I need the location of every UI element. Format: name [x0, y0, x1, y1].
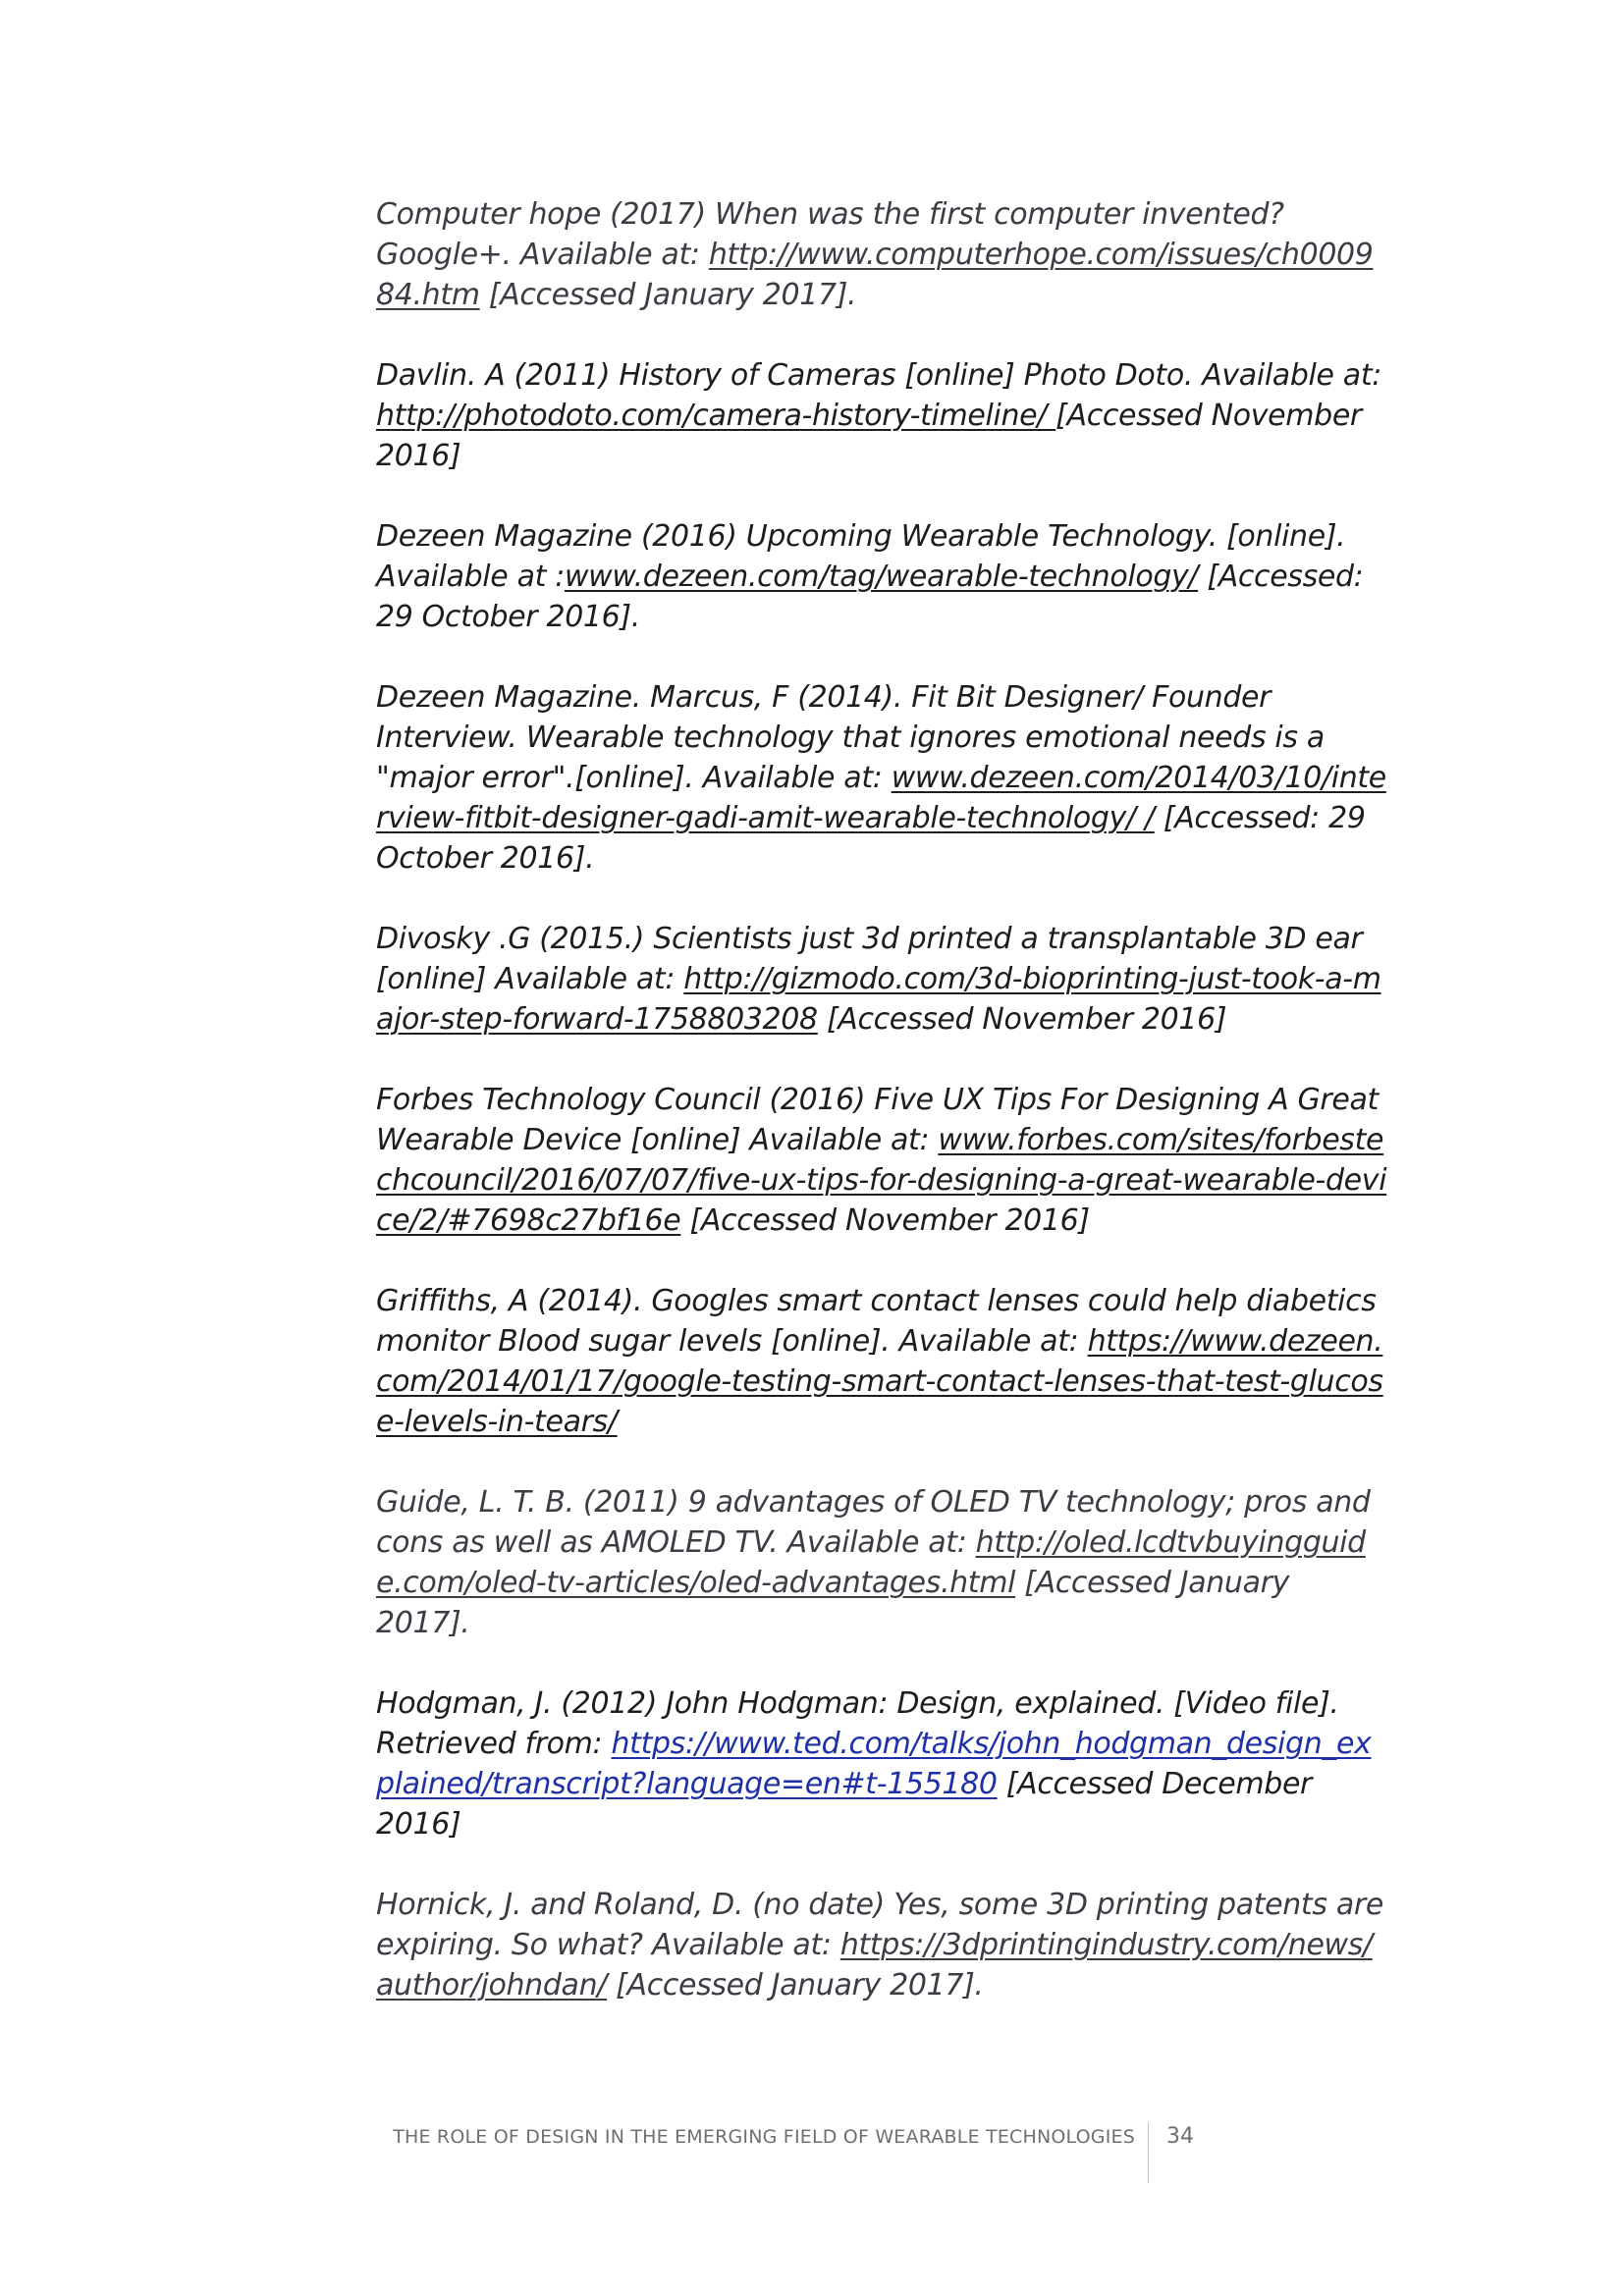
reference-text: Dezeen Magazine (2016) Upcoming Wearable Technology. [online]. Available at :: [376, 519, 1346, 594]
reference-accessed: [Accessed January 2017].: [479, 278, 857, 312]
footer-divider: [1148, 2122, 1149, 2183]
reference-link[interactable]: http://oled.lcdtvbuyingguide.com/oled-tv-articles/oled-advantages.html: [376, 1525, 1366, 1600]
page-footer: [0, 2122, 1623, 2181]
reference-accessed: [Accessed January 2017].: [607, 1968, 984, 2002]
reference-entry: [376, 677, 1387, 879]
reference-link[interactable]: www.dezeen.com/2014/03/10/interview-fitbit-designer-gadi-amit-wearable-technology/ /: [376, 761, 1386, 835]
reference-accessed: [Accessed November 2016]: [376, 399, 1362, 473]
reference-link[interactable]: http://photodoto.com/camera-history-timeline/: [376, 399, 1056, 433]
reference-text: Hodgman, J. (2012) John Hodgman: Design, explained. [Video file]. Retrieved from:: [376, 1686, 1339, 1761]
reference-text: Divosky .G (2015.) Scientists just 3d printed a transplantable 3D ear [online] Available at:: [376, 922, 1363, 996]
page-number: 34: [1166, 2124, 1194, 2149]
reference-entry: [376, 1683, 1387, 1844]
reference-accessed: [Accessed November 2016]: [680, 1203, 1090, 1238]
reference-entry: [376, 919, 1387, 1040]
reference-text: Griffiths, A (2014). Googles smart contact lenses could help diabetics monitor Blood sugar levels [online]. Available at:: [376, 1284, 1377, 1359]
reference-text: Guide, L. T. B. (2011) 9 advantages of OLED TV technology; pros and cons as well as AMOLED TV. Available at:: [376, 1485, 1371, 1560]
reference-text: Dezeen Magazine. Marcus, F (2014). Fit Bit Designer/ Founder Interview. Wearable technology that ignores emotional needs is a "major error".[online]. Available at:: [376, 680, 1325, 795]
reference-text: Davlin. A (2011) History of Cameras [online] Photo Doto. Available at:: [376, 358, 1382, 393]
footer-title: THE ROLE OF DESIGN IN THE EMERGING FIELD OF WEARABLE TECHNOLOGIES: [393, 2126, 1135, 2148]
reference-link[interactable]: https://www.dezeen.com/2014/01/17/google-testing-smart-contact-lenses-that-test-glucose-levels-in-tears/: [376, 1324, 1383, 1439]
reference-accessed: [Accessed: 29 October 2016].: [376, 560, 1364, 634]
reference-entry: [376, 1482, 1387, 1643]
reference-link[interactable]: http://www.computerhope.com/issues/ch000984.htm: [376, 238, 1374, 312]
reference-text: Hornick, J. and Roland, D. (no date) Yes, some 3D printing patents are expiring. So what? Available at:: [376, 1888, 1383, 1962]
reference-accessed: [Accessed November 2016]: [817, 1002, 1227, 1037]
reference-link[interactable]: www.forbes.com/sites/forbestechcouncil/2016/07/07/five-ux-tips-for-designing-a-great-wearable-device/2/#7698c27bf16e: [376, 1123, 1387, 1238]
reference-list: [376, 194, 1387, 2046]
reference-entry: [376, 516, 1387, 637]
reference-link[interactable]: www.dezeen.com/tag/wearable-technology/: [564, 560, 1199, 594]
reference-accessed: [Accessed December 2016]: [376, 1767, 1313, 1842]
reference-text: Forbes Technology Council (2016) Five UX Tips For Designing A Great Wearable Device [online] Available at:: [376, 1083, 1379, 1157]
reference-entry: [376, 355, 1387, 476]
reference-link[interactable]: https://www.ted.com/talks/john_hodgman_design_explained/transcript?language=en#t-155180: [376, 1727, 1372, 1801]
reference-entry: [376, 194, 1387, 315]
reference-accessed: [Accessed January 2017].: [376, 1566, 1289, 1640]
reference-entry: [376, 1281, 1387, 1442]
reference-entry: [376, 1080, 1387, 1241]
reference-accessed: [Accessed: 29 October 2016].: [376, 801, 1366, 876]
reference-text: Computer hope (2017) When was the first computer invented? Google+. Available at:: [376, 197, 1284, 272]
reference-link[interactable]: http://gizmodo.com/3d-bioprinting-just-took-a-major-step-forward-1758803208: [376, 962, 1381, 1037]
reference-entry: [376, 1885, 1387, 2005]
reference-link[interactable]: https://3dprintingindustry.com/news/author/johndan/: [376, 1928, 1373, 2002]
